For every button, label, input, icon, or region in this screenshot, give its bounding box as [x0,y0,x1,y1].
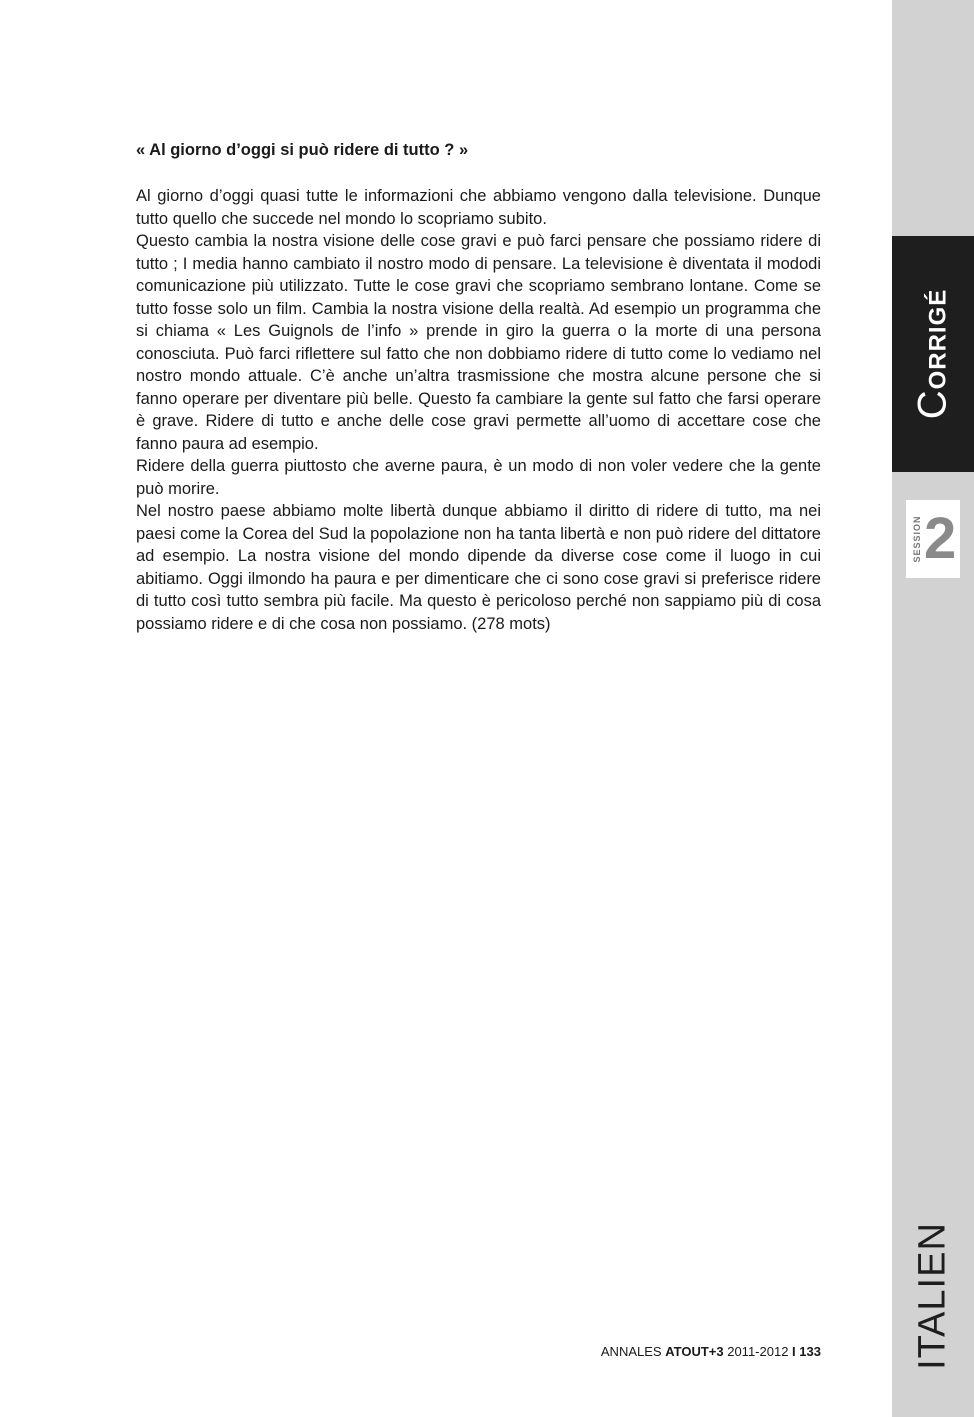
paragraph-4: Nel nostro paese abbiamo molte libertà dunque abbiamo il diritto di ridere di tutto, ma nei paesi come la Corea del Sud la popolazione non ha tanta libertà e non può ridere del dittatore ad esempio. La nostra visione del mondo dipende da diverse cose come il luogo in cui abitiamo. Oggi ilmondo ha paura e per dimenticare che ci sono cose gravi si preferisce ridere di tutto così tutto sembra più facile. Ma questo è pericoloso perché non sappiamo più di cosa possiamo ridere e di che cosa non possiamo. (278 mots) [136,502,821,633]
paragraph-3: Ridere della guerra piuttosto che averne paura, è un modo di non voler vedere che la gente può morire. [136,457,821,498]
article [136,138,821,635]
subject-label: ITALIEN [911,1222,954,1370]
sidebar [892,0,974,1417]
corrige-cap: C [910,389,955,420]
session-label: SESSION [912,515,922,563]
corrige-rest: ORRIGÉ [924,288,952,390]
article-title: « Al giorno d’oggi si può ridere di tutto ? » [136,141,469,159]
footer-prefix: ANNALES [600,1344,666,1359]
footer-years: 2011-2012 [723,1344,793,1359]
paragraph-1: Al giorno d’oggi quasi tutte le informazioni che abbiamo vengono dalla televisione. Dunque tutto quello che succede nel mondo lo scopriamo subito. [136,187,821,228]
page-number: 133 [799,1344,821,1359]
paragraph-2: Questo cambia la nostra visione delle cose gravi e può farci pensare che possiamo ridere di tutto ; I media hanno cambiato il nostro modo di pensare. La televisione è diventata il mododi comunicazione più utilizzato. Tutte le cose gravi che scopriamo sembrano lontane. Come se tutto fosse solo un film. Cambia la nostra visione della realtà. Ad esempio un programma che si chiama « Les Guignols de l’info » prende in giro la guerra o la morte di una persona conosciuta. Può farci riflettere sul fatto che non dobbiamo ridere di tutto come lo vediamo nel nostro mondo attuale. C’è anche un’altra trasmissione che mostra alcune persone che si fanno operare per diventare più belle. Questo fa cambiare la gente sul fatto che farsi operare è grave. Ridere di tutto e anche delle cose gravi permette all’uomo di accettare cose che fanno paura ad esempio. [136,232,821,453]
corrige-label [911,289,956,420]
page-footer [601,1344,821,1360]
footer-brand: ATOUT+3 [665,1344,724,1359]
footer-separator: I [792,1344,796,1359]
session-number: 2 [924,506,957,571]
